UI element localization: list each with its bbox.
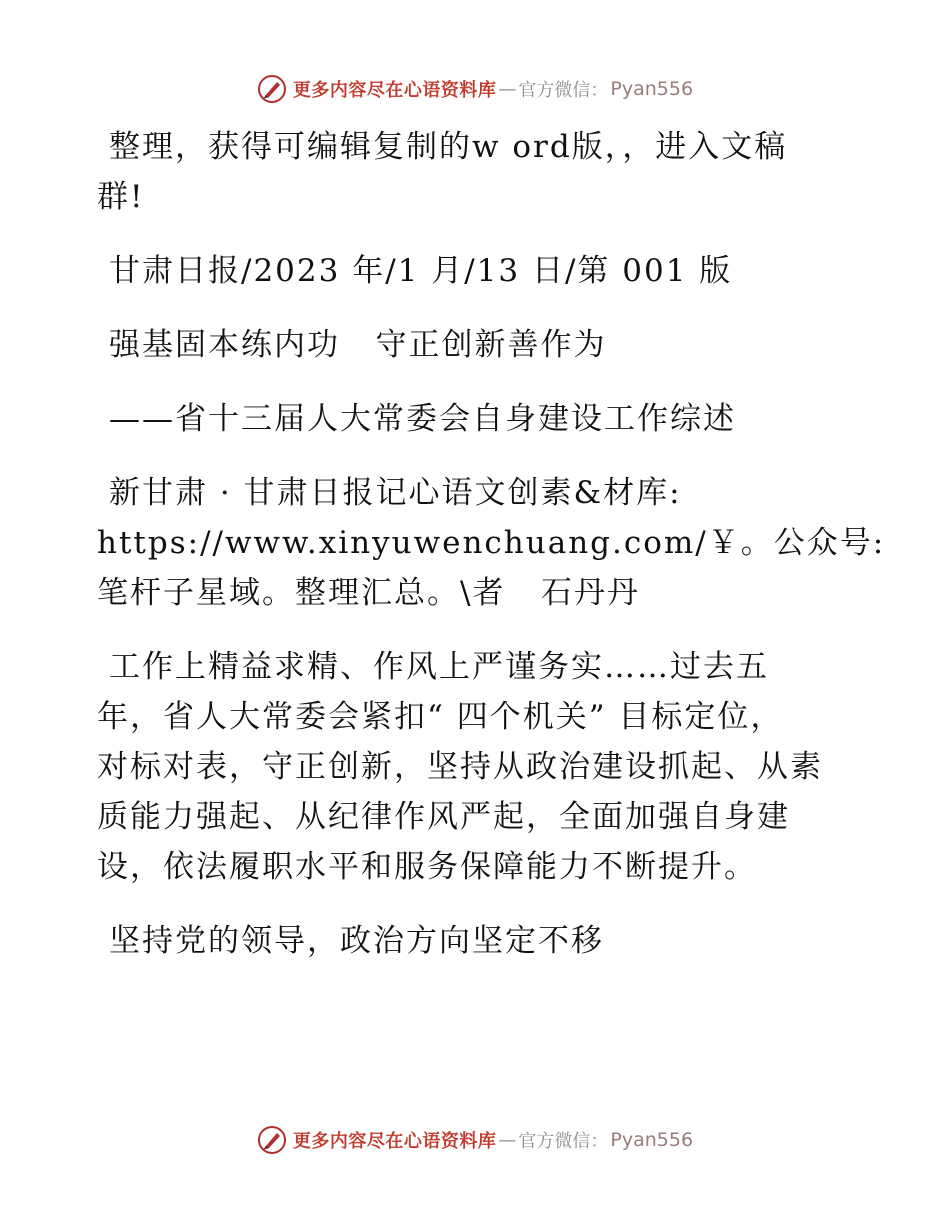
watermark-sub-text: 官方微信：	[518, 1131, 609, 1152]
watermark-main-text: 更多内容尽在心语资料库	[292, 1131, 497, 1152]
text-line: 质能力强起、从纪律作风严起，全面加强自身建	[97, 799, 790, 835]
quill-pen-icon	[257, 1125, 287, 1155]
section-heading	[97, 916, 857, 966]
text-line: 坚持党的领导，政治方向坚定不移	[109, 923, 604, 959]
article-title	[97, 320, 857, 370]
text-line: 年，省人大常委会紧扣“ 四个机关” 目标定位，	[97, 699, 784, 735]
text-line: https://www.xinyuwenchuang.com/￥。公众号:	[97, 525, 886, 561]
quill-pen-icon	[257, 74, 287, 104]
watermark-separator: —	[498, 1129, 517, 1151]
text-line: 笔杆子星域。整理汇总。\者 石丹丹	[97, 575, 641, 611]
paragraph-source	[97, 246, 857, 296]
text-line: ——省十三届人大常委会自身建设工作综述	[109, 401, 736, 437]
watermark-sub-text: 官方微信：	[518, 80, 609, 101]
text-line: 设，依法履职水平和服务保障能力不断提升。	[97, 849, 757, 885]
paragraph-byline	[97, 468, 886, 618]
footer-watermark	[0, 1122, 950, 1158]
header-watermark	[0, 71, 950, 107]
text-line: 甘肃日报/2023 年/1 月/13 日/第 001 版	[109, 253, 733, 289]
text-line: 新甘肃 · 甘肃日报记心语文创素&材库:	[109, 475, 682, 511]
watermark-main-text: 更多内容尽在心语资料库	[292, 80, 497, 101]
text-line: 群!	[97, 179, 145, 215]
paragraph-body	[97, 642, 857, 892]
watermark-separator: —	[498, 78, 517, 100]
article-subtitle	[97, 394, 857, 444]
watermark-wechat-id: Pyan556	[610, 1129, 694, 1151]
document-body	[97, 122, 886, 990]
text-line: 强基固本练内功 守正创新善作为	[109, 327, 607, 363]
text-line: 对标对表，守正创新，坚持从政治建设抓起、从素	[97, 749, 823, 785]
text-line: 整理，获得可编辑复制的w ord版，，进入文稿	[109, 129, 788, 165]
paragraph-intro	[97, 122, 857, 222]
watermark-wechat-id: Pyan556	[610, 78, 694, 100]
text-line: 工作上精益求精、作风上严谨务实……过去五	[109, 649, 769, 685]
